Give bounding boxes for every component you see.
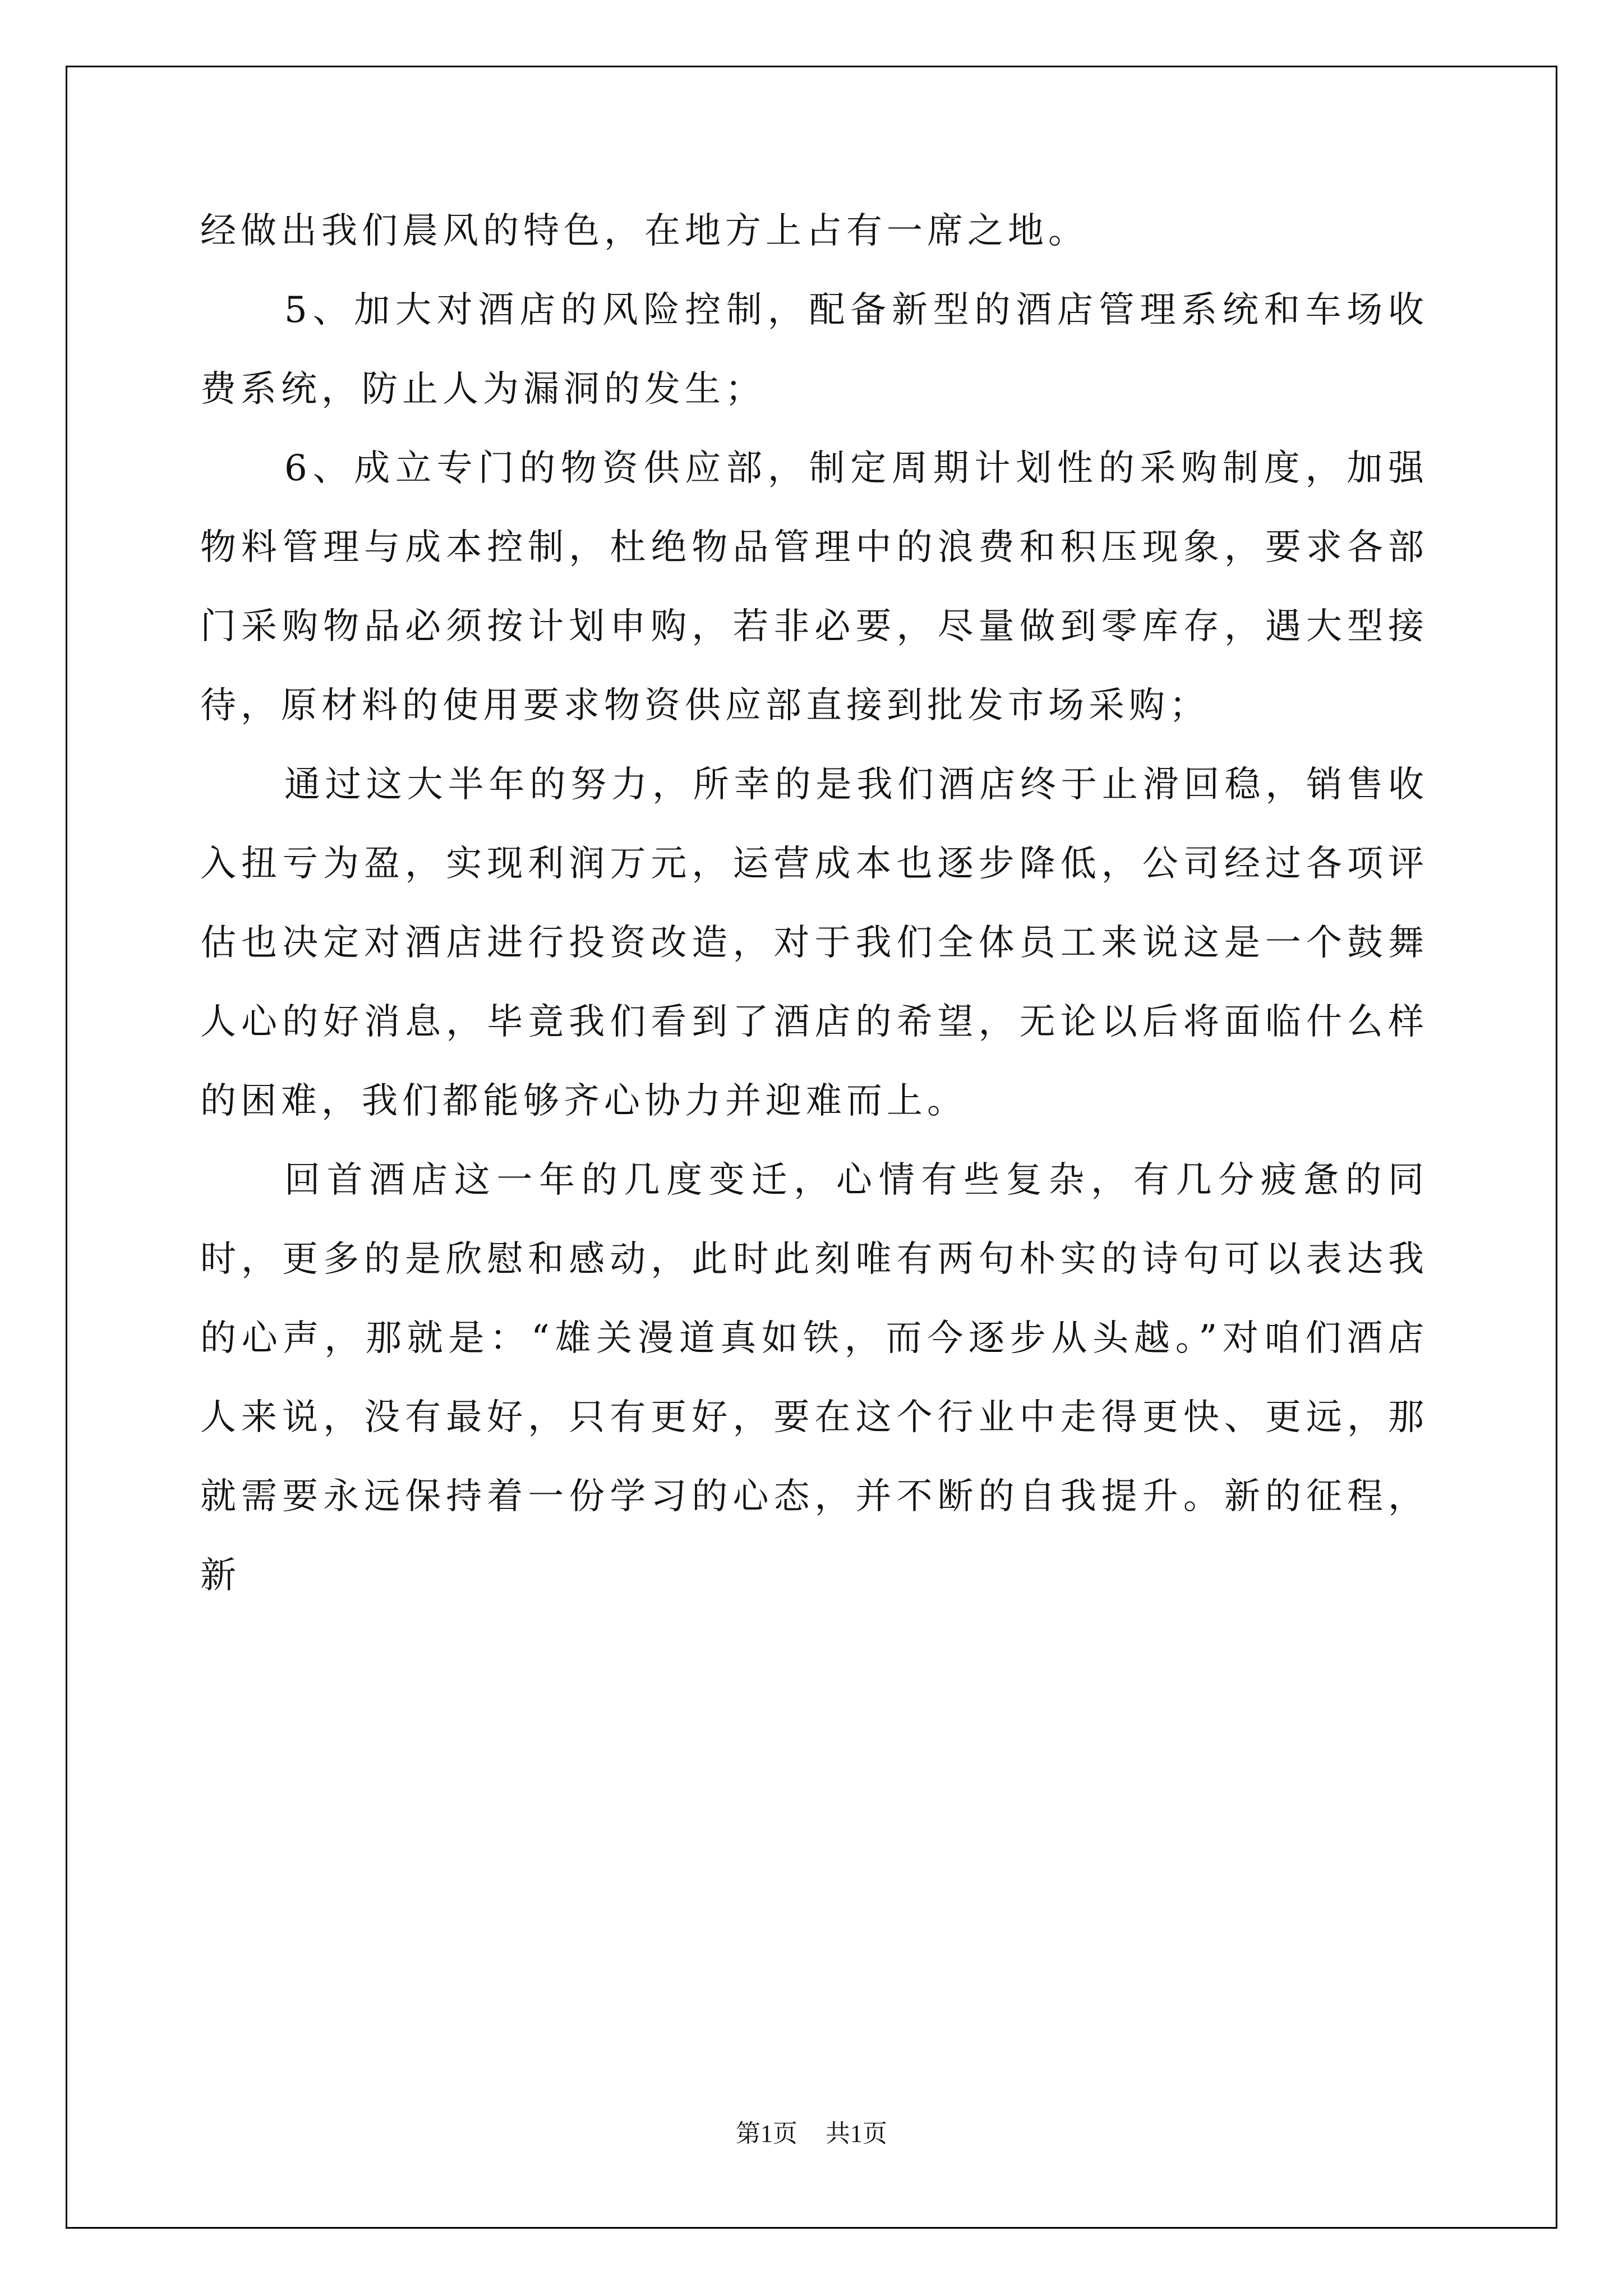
- paragraph-2: 5、加大对酒店的风险控制，配备新型的酒店管理系统和车场收费系统，防止人为漏洞的发生；: [200, 289, 1428, 410]
- page-total: 共1页: [826, 2120, 887, 2147]
- paragraph-4: 通过这大半年的努力，所幸的是我们酒店终于止滑回稳，销售收入扭亏为盈，实现利润万元，运营成本也逐步降低，公司经过各项评估也决定对酒店进行投资改造，对于我们全体员工来说这是一个鼓舞人心的好消息，毕竟我们看到了酒店的希望，无论以后将面临什么样的困难，我们都能够齐心协力并迎难而上。: [200, 764, 1428, 1122]
- paragraph-1: 经做出我们晨风的特色，在地方上占有一席之地。: [200, 210, 1089, 252]
- document-body: [200, 192, 1428, 1616]
- paragraph-3: 6、成立专门的物资供应部，制定周期计划性的采购制度，加强物料管理与成本控制，杜绝物品管理中的浪费和积压现象，要求各部门采购物品必须按计划申购，若非必要，尽量做到零库存，遇大型接待，原材料的使用要求物资供应部直接到批发市场采购；: [200, 448, 1428, 726]
- page-number: 第1页: [736, 2120, 797, 2147]
- page-footer: [0, 2113, 1623, 2149]
- paragraph-5: 回首酒店这一年的几度变迁，心情有些复杂，有几分疲惫的同时，更多的是欣慰和感动，此时此刻唯有两句朴实的诗句可以表达我的心声，那就是：“雄关漫道真如铁，而今逐步从头越。”对咱们酒店人来说，没有最好，只有更好，要在这个行业中走得更快、更远，那就需要永远保持着一份学习的心态，并不断的自我提升。新的征程，新: [200, 1159, 1428, 1596]
